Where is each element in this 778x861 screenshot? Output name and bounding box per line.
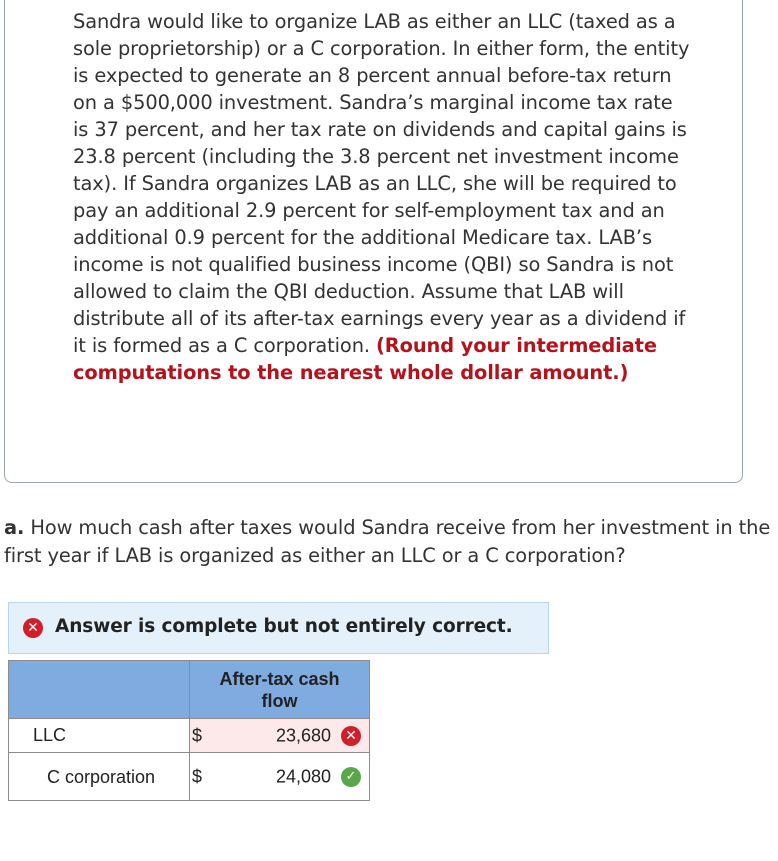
row-label-c-corporation <box>9 753 190 801</box>
row-label-text: C corporation <box>46 766 156 787</box>
answer-value-llc: 23,680 <box>275 725 331 745</box>
currency-symbol: $ <box>192 766 203 786</box>
problem-statement <box>73 8 693 386</box>
answer-status-banner <box>8 602 549 654</box>
answer-input-llc[interactable] <box>190 719 370 753</box>
incorrect-x-icon: ✕ <box>341 726 361 746</box>
correct-check-icon: ✓ <box>341 767 361 787</box>
answer-status-text: Answer is complete but not entirely correct. <box>55 616 513 637</box>
answer-input-c-corporation[interactable] <box>190 753 370 801</box>
table-header-row <box>9 661 370 719</box>
header-blank-cell <box>9 661 190 719</box>
problem-panel <box>4 0 743 483</box>
question-text: How much cash after taxes would Sandra receive from her investment in the first year if LAB is organized as either an LLC or a C corporation? <box>4 516 771 567</box>
answer-table <box>8 660 370 801</box>
table-row <box>9 753 370 801</box>
row-label-llc: LLC <box>9 719 190 753</box>
currency-symbol: $ <box>192 725 203 745</box>
table-row <box>9 719 370 753</box>
header-after-tax-cash-flow <box>190 661 370 719</box>
question-a <box>4 514 774 570</box>
answer-value-c-corporation: 24,080 <box>275 766 331 786</box>
x-circle-icon: ✕ <box>23 618 43 638</box>
rounding-note: (Round your intermediate computations to the nearest whole dollar amount.) <box>73 334 657 384</box>
question-label: a. <box>4 516 25 539</box>
header-label: After-tax cash flow <box>219 668 340 711</box>
problem-paragraph: Sandra would like to organize LAB as either an LLC (taxed as a sole proprietorship) or a C corporation. In either form, the entity is expected to generate an 8 percent annual before-tax return on a $500,000 investment. Sandra’s marginal income tax rate is 37 percent, and her tax rate on dividends and capital gains is 23.8 percent (including the 3.8 percent net investment income tax). If Sandra organizes LAB as an LLC, she will be required to pay an additional 2.9 percent for self-employment tax and an additional 0.9 percent for the additional Medicare tax. LAB’s income is not qualified business income (QBI) so Sandra is not allowed to claim the QBI deduction. Assume that LAB will distribute all of its after-tax earnings every year as a dividend if it is formed as a C corporation. <box>73 10 690 357</box>
